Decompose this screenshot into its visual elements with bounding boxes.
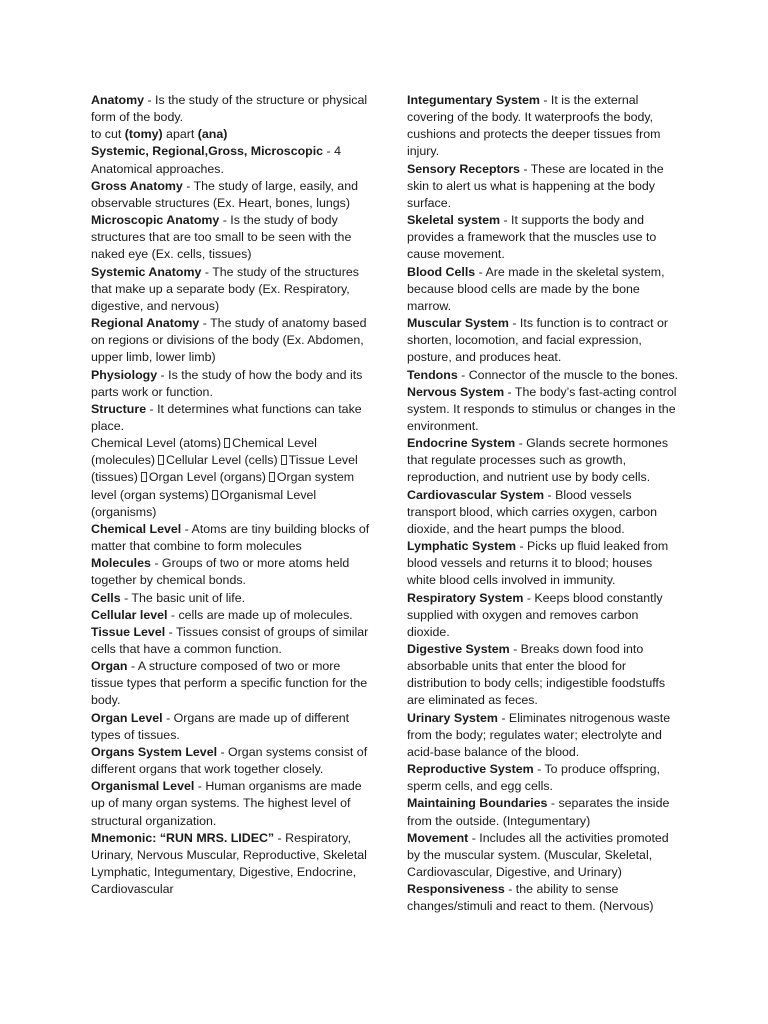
term-label: Skeletal system: [407, 213, 500, 228]
definition-text: - Picks up fluid leaked from blood vessels and returns it to blood; houses white blood cells involved in immunity.: [407, 539, 669, 588]
term-label: Structure: [91, 401, 147, 416]
text-fragment: apart: [162, 127, 198, 142]
definition-physiology: [91, 367, 375, 401]
term-label: Urinary System: [407, 710, 498, 725]
term-label: Maintaining Boundaries: [407, 796, 548, 811]
definition-cells: [91, 590, 375, 607]
definition-text: - Blood vessels transport blood, which carries oxygen, carbon dioxide, and the heart pumps the blood.: [407, 487, 658, 536]
definition-text: - Keeps blood constantly supplied with oxygen and removes carbon dioxide.: [407, 590, 663, 639]
definition-text: - The basic unit of life.: [120, 590, 246, 605]
missing-glyph-icon: [224, 438, 230, 448]
term-label: Molecules: [91, 556, 151, 571]
definition-gross-anatomy: [91, 178, 375, 212]
term-label: Endocrine System: [407, 436, 516, 451]
definition-text: - Is the study of the structure or physical form of the body.: [91, 93, 368, 125]
text-fragment: to cut: [91, 127, 125, 142]
term-label: Sensory Receptors: [407, 161, 520, 176]
definition-text: - Is the study of body structures that are too small to be seen with the naked eye (Ex. cells, tissues): [91, 213, 352, 262]
definition-organ: [91, 658, 375, 709]
definition-blood-cells: [407, 264, 683, 315]
definition-text: - The study of anatomy based on regions or divisions of the body (Ex. Abdomen, upper limb, lower limb): [91, 316, 367, 365]
term-label: (ana): [197, 127, 228, 142]
definition-structure: [91, 401, 375, 435]
definition-respiratory-system: [407, 590, 683, 641]
definition-text: - Are made in the skeletal system, because blood cells are made by the bone marrow.: [407, 264, 665, 313]
definition-responsiveness: [407, 881, 683, 915]
definition-text: - The body’s fast-acting control system. It responds to stimulus or changes in the environment.: [407, 384, 677, 433]
definition-movement: [407, 830, 683, 881]
definition-urinary-system: [407, 710, 683, 761]
definition-chemical-level: [91, 521, 375, 555]
definition-text: - cells are made up of molecules.: [167, 607, 353, 622]
definition-text: - Organ systems consist of different organs that work together closely.: [91, 744, 368, 777]
definition-text: - These are located in the skin to alert us what is happening at the body surface.: [407, 161, 664, 210]
definition-reproductive-system: [407, 761, 683, 795]
text-fragment: Chemical Level (molecules): [91, 436, 317, 468]
missing-glyph-icon: [212, 490, 218, 500]
definition-text: - Tissues consist of groups of similar cells that have a common function.: [91, 624, 369, 656]
definition-muscular-system: [407, 315, 683, 366]
term-label: Tendons: [407, 367, 458, 382]
definition-maintaining-boundaries: [407, 795, 683, 829]
definition-digestive-system: [407, 641, 683, 710]
definition-molecules: [91, 555, 375, 589]
term-label: Integumentary System: [407, 93, 540, 107]
text-fragment: Organ Level (organs): [148, 470, 266, 485]
definition-text: - The study of large, easily, and observable structures (Ex. Heart, bones, lungs): [91, 178, 358, 210]
text-fragment: Tissue Level (tissues): [91, 453, 358, 485]
definition-text: - It is the external covering of the body. It waterproofs the body, cushions and protects the deeper tissues from injury.: [407, 93, 661, 159]
text-line: [91, 435, 375, 521]
definition-lymphatic-system: [407, 538, 683, 589]
term-label: Physiology: [91, 367, 158, 382]
term-label: Organ: [91, 659, 128, 674]
definition-text: - the ability to sense changes/stimuli and react to them. (Nervous): [407, 882, 654, 914]
definition-systemic-anatomy: [91, 264, 375, 315]
definition-cardiovascular-system: [407, 487, 683, 538]
definition-text: - Groups of two or more atoms held together by chemical bonds.: [91, 556, 350, 588]
missing-glyph-icon: [269, 472, 275, 482]
definition-systemic-regional-gross-microscopic: [91, 143, 375, 177]
text-fragment: Chemical Level (atoms): [91, 436, 222, 451]
term-label: Organismal Level: [91, 779, 195, 794]
definition-text: - Connector of the muscle to the bones.: [457, 367, 679, 382]
definition-text: - Organs are made up of different types of tissues.: [91, 710, 350, 742]
term-label: Cells: [91, 590, 121, 605]
term-label: Mnemonic: “RUN MRS. LIDEC”: [91, 830, 275, 845]
term-label: Tissue Level: [91, 624, 166, 639]
definition-tendons: [407, 367, 683, 384]
definition-text: - Breaks down food into absorbable units that enter the blood for distribution to body cells; indigestible foodstuffs are eliminated as feces.: [407, 642, 666, 708]
term-label: Muscular System: [407, 316, 509, 331]
definition-text: - Respiratory, Urinary, Nervous Muscular, Reproductive, Skeletal Lymphatic, Integumentary, Digestive, Endocrine, Cardiovascular: [91, 830, 367, 897]
definition-text: - A structure composed of two or more tissue types that perform a specific function for the body.: [91, 659, 368, 708]
term-label: Anatomy: [91, 93, 145, 107]
definition-text: - Human organisms are made up of many organ systems. The highest level of structural organization.: [91, 779, 362, 828]
text-fragment: Cellular Level (cells): [166, 453, 278, 468]
term-label: Nervous System: [407, 384, 505, 399]
left-column: [91, 92, 375, 898]
definition-text: - It supports the body and provides a framework that the muscles use to cause movement.: [407, 213, 657, 262]
term-label: (tomy): [124, 127, 163, 142]
missing-glyph-icon: [141, 472, 147, 482]
definition-cellular-level: [91, 607, 375, 624]
definition-text: - Is the study of how the body and its parts work or function.: [91, 367, 363, 399]
term-label: Regional Anatomy: [91, 316, 200, 331]
definition-organs-system-level: [91, 744, 375, 778]
definition-text: - The study of the structures that make up a separate body (Ex. Respiratory, digestive, and nervous): [91, 264, 359, 313]
definition-organ-level: [91, 710, 375, 744]
term-label: Systemic, Regional,Gross, Microscopic: [91, 144, 324, 159]
term-label: Chemical Level: [91, 521, 182, 536]
definition-microscopic-anatomy: [91, 212, 375, 263]
term-label: Blood Cells: [407, 264, 476, 279]
term-label: Cellular level: [91, 607, 168, 622]
term-label: Responsiveness: [407, 882, 505, 897]
term-label: Digestive System: [407, 642, 510, 656]
definition-text: - To produce offspring, sperm cells, and egg cells.: [407, 762, 660, 794]
term-label: Microscopic Anatomy: [91, 213, 220, 228]
definition-text: - Atoms are tiny building blocks of matter that combine to form molecules: [91, 521, 370, 554]
definition-regional-anatomy: [91, 315, 375, 366]
definition-endocrine-system: [407, 435, 683, 486]
text-line: [91, 126, 375, 143]
term-label: Organs System Level: [91, 744, 218, 759]
definition-sensory-receptors: [407, 161, 683, 212]
definition-text: - Includes all the activities promoted by the muscular system. (Muscular, Skeletal, Cardiovascular, Digestive, and Urinary): [407, 830, 669, 880]
definition-nervous-system: [407, 384, 683, 435]
definition-mnemonic-run-mrs-lidec: [91, 830, 375, 899]
definition-integumentary-system: [407, 92, 683, 161]
text-fragment: Organismal Level (organisms): [91, 487, 317, 519]
missing-glyph-icon: [158, 455, 164, 465]
missing-glyph-icon: [281, 455, 287, 465]
definition-text: - 4 Anatomical approaches.: [91, 144, 341, 176]
definition-skeletal-system: [407, 212, 683, 263]
term-label: Organ Level: [91, 710, 163, 725]
definition-text: - Eliminates nitrogenous waste from the body; regulates water; electrolyte and acid-base balance of the blood.: [407, 710, 671, 759]
definition-text: - Its function is to contract or shorten, locomotion, and facial expression, posture, and produces heat.: [407, 316, 668, 365]
definition-tissue-level: [91, 624, 375, 658]
definition-organismal-level: [91, 778, 375, 829]
term-label: Cardiovascular System: [407, 487, 545, 502]
term-label: Respiratory System: [407, 590, 524, 605]
term-label: Reproductive System: [407, 762, 534, 777]
term-label: Systemic Anatomy: [91, 264, 202, 279]
right-column: [407, 92, 683, 916]
definition-text: - Glands secrete hormones that regulate processes such as growth, reproduction, and nutrient use by body cells.: [407, 436, 669, 485]
definition-anatomy: [91, 92, 375, 126]
text-fragment: Organ system level (organ systems): [91, 470, 355, 502]
definition-text: - separates the inside from the outside. (Integumentary): [407, 796, 670, 828]
term-label: Lymphatic System: [407, 539, 517, 554]
definition-text: - It determines what functions can take place.: [91, 401, 362, 433]
term-label: Gross Anatomy: [91, 178, 183, 193]
term-label: Movement: [407, 830, 469, 845]
